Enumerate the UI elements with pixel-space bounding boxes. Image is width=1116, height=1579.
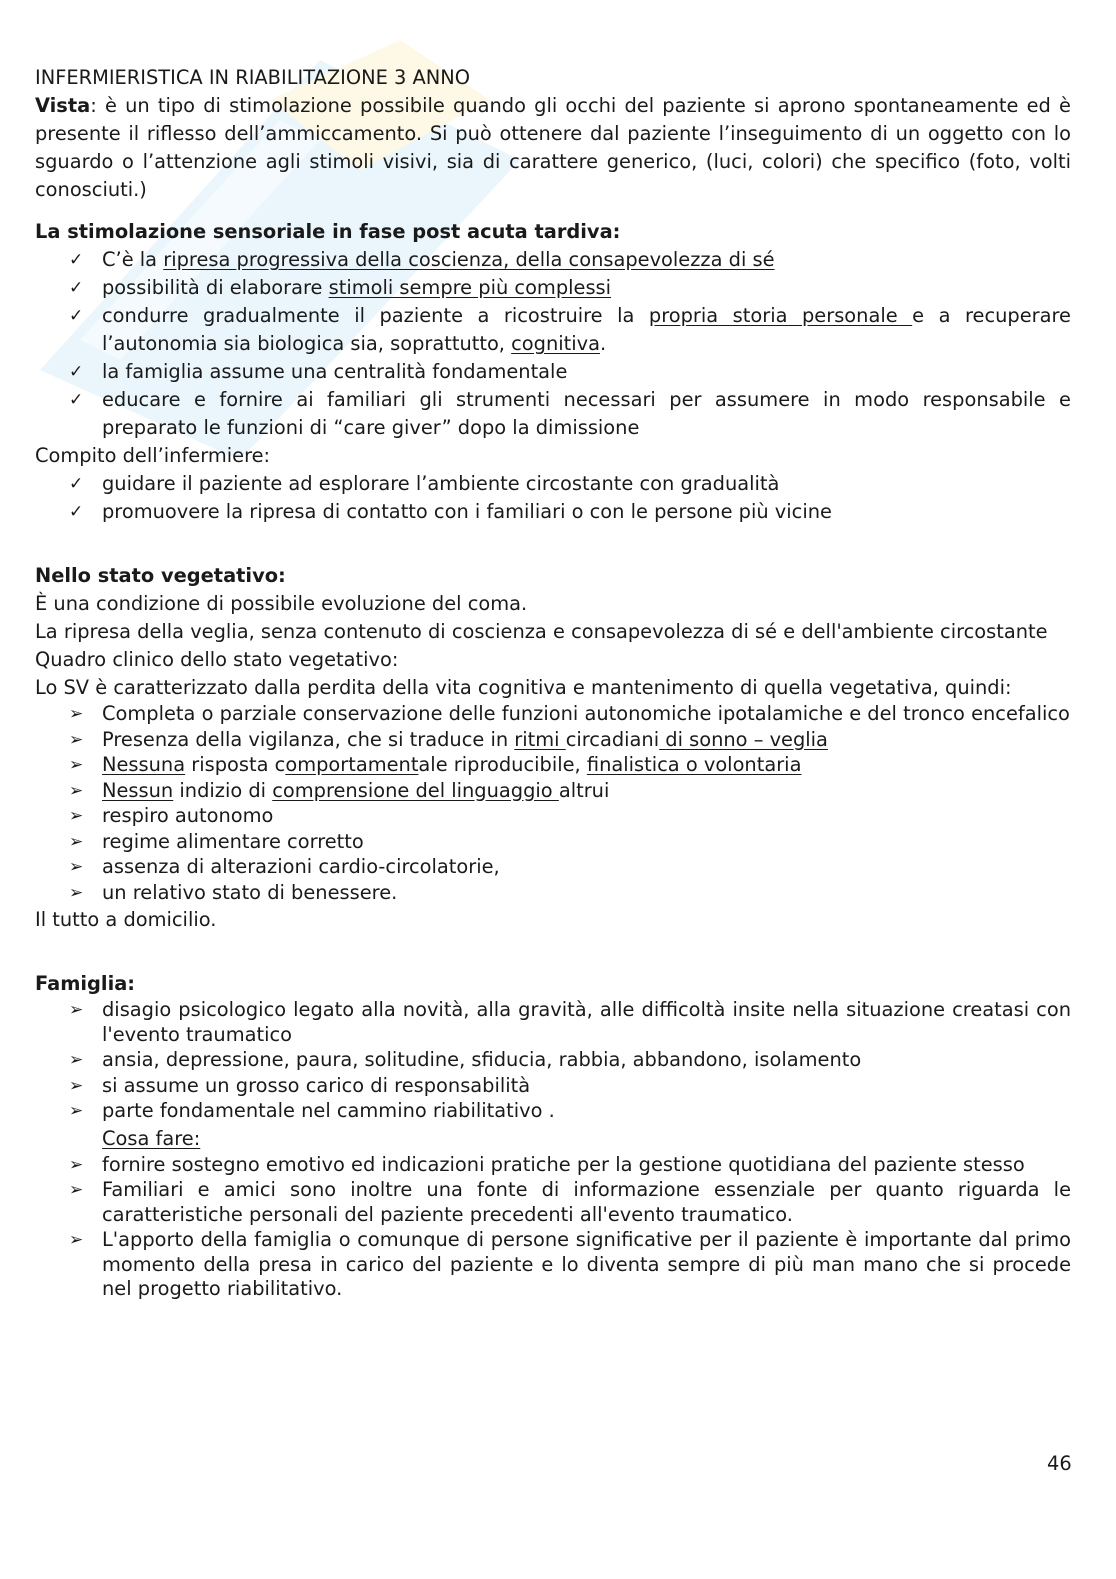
document-body — [35, 64, 1071, 1303]
text-run: respiro autonomo — [102, 804, 274, 827]
text-run: La ripresa della veglia, senza contenuto di coscienza e consapevolezza di sé e dell'ambiente circostante — [35, 620, 1048, 643]
text-run: fornire sostegno emotivo ed indicazioni pratiche per la gestione quotidiana del paziente stesso — [102, 1152, 1025, 1176]
text-run: Lo SV è caratterizzato dalla perdita della vita cognitiva e mantenimento di quella vegetativa, quindi: — [35, 676, 1012, 699]
checklist — [35, 470, 1071, 526]
section-heading — [35, 970, 1071, 998]
underlined-text: propria storia personale — [648, 304, 913, 327]
text-run: educare e fornire ai familiari gli strumenti necessari per assumere in modo responsabile e preparato le funzioni di “care giver” dopo la dimissione — [102, 388, 1071, 439]
arrow-bullet-icon: ➢ — [69, 1000, 84, 1020]
underlined-text: cognitiva — [511, 332, 600, 355]
list-item — [35, 386, 1071, 442]
text-run: Compito dell’infermiere: — [35, 444, 271, 467]
text-run: un relativo stato di benessere. — [102, 880, 398, 904]
list-item — [35, 1178, 1071, 1227]
checkmark-icon: ✓ — [69, 250, 84, 270]
list-item — [35, 855, 1071, 880]
bold-text: Vista — [35, 94, 91, 117]
arrow-bullet-icon: ➢ — [69, 780, 84, 801]
list-item — [35, 804, 1071, 829]
checkmark-icon: ✓ — [69, 278, 84, 298]
text-run: altrui — [558, 778, 610, 802]
underlined-text: stimoli sempre più complessi — [328, 276, 612, 299]
text-run: si assume un grosso carico di responsabilità — [102, 1073, 531, 1097]
checkmark-icon: ✓ — [69, 474, 84, 494]
text-run: Il tutto a domicilio. — [35, 908, 217, 931]
text-run: ale riproducibile, — [418, 753, 587, 776]
text-run: : è un tipo di stimolazione possibile quando gli occhi del paziente si aprono spontaneamente ed è presente il riflesso dell’ammiccamento. Si può ottenere dal paziente l’inseguimento di un oggetto con lo sguardo o l’attenzione agli stimoli visivi, sia di carattere generico, (luci, colori) che specifico (foto, volti conosciuti.) — [35, 94, 1071, 201]
paragraph — [35, 590, 1071, 618]
text-run: la famiglia assume una centralità fondamentale — [102, 360, 568, 383]
text-run: indizio di — [173, 778, 273, 802]
arrow-bullet-icon: ➢ — [69, 1230, 84, 1250]
text-run: disagio psicologico legato alla novità, alla gravità, alle difficoltà insite nella situazione creatasi con l'evento traumatico — [102, 998, 1071, 1046]
text-run: Familiari e amici sono inoltre una fonte di informazione essenziale per quanto riguarda le caratteristiche personali del paziente precedenti all'evento traumatico. — [102, 1178, 1071, 1226]
arrow-bullet-icon: ➢ — [69, 755, 84, 775]
underlined-text: Nessuna — [102, 753, 186, 776]
arrow-bullet-icon: ➢ — [69, 1075, 84, 1096]
underlined-text: Cosa fare: — [102, 1126, 201, 1150]
arrow-bullet-icon: ➢ — [69, 1180, 84, 1200]
paragraph — [35, 618, 1071, 646]
arrow-bullet-icon: ➢ — [69, 857, 84, 877]
list-item — [35, 1074, 1071, 1099]
underlined-text: ritmi — [514, 727, 566, 751]
text-run: circadiani — [565, 727, 660, 751]
text-run: INFERMIERISTICA IN RIABILITAZIONE 3 ANNO — [35, 66, 471, 89]
list-item — [35, 1048, 1071, 1073]
checkmark-icon: ✓ — [69, 502, 84, 522]
paragraph — [35, 906, 1071, 934]
arrow-bullet-icon: ➢ — [69, 1154, 84, 1175]
paragraph — [35, 674, 1071, 702]
text-run: ansia, depressione, paura, solitudine, sfiducia, rabbia, abbandono, isolamento — [102, 1048, 862, 1071]
text-run: C’è la — [102, 248, 164, 271]
underlined-text: ripresa progressiva della coscienza, della consapevolezza di sé — [163, 248, 775, 271]
text-run: condurre gradualmente il paziente a ricostruire la — [102, 304, 649, 327]
text-run: assenza di alterazioni cardio-circolatorie, — [102, 855, 500, 878]
list-item — [35, 881, 1071, 906]
paragraph — [35, 92, 1071, 204]
paragraph — [35, 64, 1071, 92]
list-item — [35, 998, 1071, 1047]
arrow-bullet-icon: ➢ — [69, 729, 84, 750]
underlined-text: di sonno – veglia — [659, 727, 828, 751]
arrow-bullet-icon: ➢ — [69, 806, 84, 826]
text-run: regime alimentare corretto — [102, 829, 364, 853]
list-item — [35, 1099, 1071, 1124]
list-item — [35, 498, 1071, 526]
paragraph — [35, 1125, 1071, 1153]
text-run: possibilità di elaborare — [102, 276, 329, 299]
text-run: e a recuperare l’autonomia sia biologica sia, soprattutto, — [102, 304, 1071, 355]
arrow-list — [35, 998, 1071, 1124]
list-item — [35, 470, 1071, 498]
text-run: promuovere la ripresa di contatto con i familiari o con le persone più vicine — [102, 500, 832, 523]
underlined-text: comprensione del linguaggio — [272, 778, 559, 802]
list-item — [35, 728, 1071, 753]
checkmark-icon: ✓ — [69, 306, 84, 326]
paragraph — [35, 442, 1071, 470]
paragraph — [35, 646, 1071, 674]
checkmark-icon: ✓ — [69, 390, 84, 410]
bold-text: Famiglia: — [35, 972, 136, 995]
list-item — [35, 830, 1071, 855]
list-item — [35, 302, 1071, 358]
text-run: Quadro clinico dello stato vegetativo: — [35, 648, 399, 671]
checkmark-icon: ✓ — [69, 362, 84, 382]
arrow-bullet-icon: ➢ — [69, 831, 84, 852]
list-item — [35, 246, 1071, 274]
list-item — [35, 274, 1071, 302]
list-item — [35, 1228, 1071, 1302]
list-item — [35, 779, 1071, 804]
text-run: L'apporto della famiglia o comunque di persone significative per il paziente è importante dal primo momento della presa in carico del paziente e lo diventa sempre di più man mano che si procede nel progetto riabilitativo. — [102, 1228, 1071, 1300]
text-run: È una condizione di possibile evoluzione del coma. — [35, 592, 528, 615]
arrow-bullet-icon: ➢ — [69, 882, 84, 903]
page-number: 46 — [1047, 1452, 1072, 1475]
checklist — [35, 246, 1071, 442]
arrow-list — [35, 1153, 1071, 1302]
text-run: risposta c — [185, 753, 286, 776]
bold-text: Nello stato vegetativo: — [35, 564, 286, 587]
arrow-list — [35, 702, 1071, 905]
arrow-bullet-icon: ➢ — [69, 704, 84, 724]
text-run: Completa o parziale conservazione delle funzioni autonomiche ipotalamiche e del tronco encefalico — [102, 702, 1070, 725]
bold-text: La stimolazione sensoriale in fase post acuta tardiva: — [35, 220, 621, 243]
list-item — [35, 1153, 1071, 1178]
text-run: Presenza della vigilanza, che si traduce in — [102, 727, 515, 751]
arrow-bullet-icon: ➢ — [69, 1050, 84, 1070]
text-run: guidare il paziente ad esplorare l’ambiente circostante con gradualità — [102, 472, 780, 495]
list-item — [35, 358, 1071, 386]
underlined-text: omportament — [285, 753, 419, 776]
section-heading — [35, 562, 1071, 590]
list-item — [35, 753, 1071, 778]
text-run: parte fondamentale nel cammino riabilitativo . — [102, 1099, 555, 1122]
list-item — [35, 702, 1071, 727]
underlined-text: Nessun — [102, 778, 174, 802]
section-heading — [35, 218, 1071, 246]
text-run: . — [600, 332, 607, 355]
arrow-bullet-icon: ➢ — [69, 1101, 84, 1121]
underlined-text: finalistica o volontaria — [586, 753, 802, 776]
